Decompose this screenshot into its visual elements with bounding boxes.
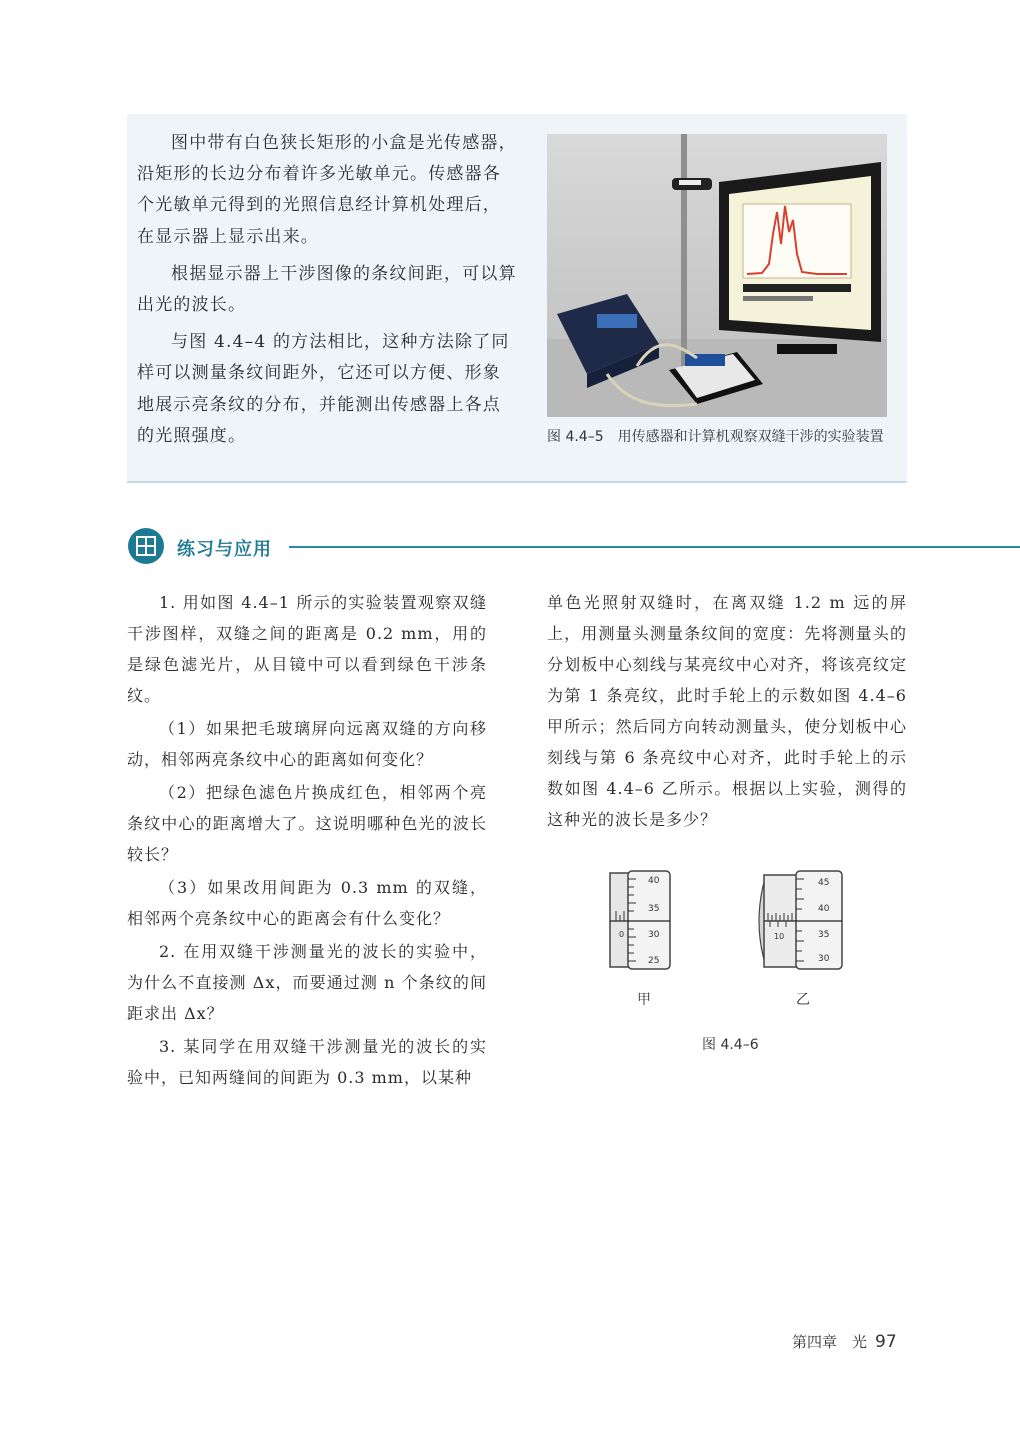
gauge-b-label: 乙: [796, 992, 810, 1008]
intro-paragraph: 根据显示器上干涉图像的条纹间距，可以算出光的波长。: [137, 263, 517, 316]
exercise-paragraph: （2）把绿色滤色片换成红色，相邻两个亮条纹中心的距离增大了。这说明哪种色光的波长较长？: [127, 783, 487, 864]
exercise-paragraph: 2. 在用双缝干涉测量光的波长的实验中，为什么不直接测 Δx，而要通过测 n 个条纹的间距求出 Δx？: [127, 942, 487, 1023]
exercise-paragraph: 3. 某同学在用双缝干涉测量光的波长的实验中，已知两缝间的间距为 0.3 mm，以某种: [127, 1037, 487, 1087]
section-rule: [289, 546, 1020, 548]
thimble-label: 35: [648, 904, 660, 914]
thimble-label: 40: [818, 904, 830, 914]
practice-section-icon: [127, 526, 165, 566]
chapter-label: 第四章 光: [792, 1333, 868, 1351]
thimble-label: 40: [648, 876, 660, 886]
exercise-paragraph: 1. 用如图 4.4–1 所示的实验装置观察双缝干涉图样，双缝之间的距离是 0.2 mm，用的是绿色滤光片，从目镜中可以看到绿色干涉条纹。: [127, 593, 487, 705]
gauge-a-label: 甲: [637, 992, 651, 1008]
thimble-label: 30: [818, 954, 830, 964]
exercises-left-column: [127, 587, 487, 1095]
micrometer-gauge-a: [608, 867, 676, 971]
micrometer-gauge-b: [748, 867, 846, 971]
figure-title: 图 4.4–6: [702, 1037, 759, 1053]
exercises-right-column: [547, 587, 907, 837]
thimble-label: 35: [818, 930, 830, 940]
thimble-label: 25: [648, 956, 660, 966]
section-header: [127, 526, 1020, 570]
figure-caption: 图 4.4–5 用传感器和计算机观察双缝干涉的实验装置: [547, 429, 884, 445]
page-number: 97: [875, 1332, 897, 1352]
exercise-paragraph: （3）如果改用间距为 0.3 mm 的双缝，相邻两个亮条纹中心的距离会有什么变化？: [127, 878, 487, 928]
intro-divider: [127, 481, 907, 483]
experiment-photo-drawing: [547, 134, 887, 417]
main-scale-label: 10: [774, 932, 785, 941]
experiment-photo: [547, 134, 887, 417]
intro-paragraph: 图中带有白色狭长矩形的小盒是光传感器，沿矩形的长边分布着许多光敏单元。传感器各个光敏单元得到的光照信息经计算机处理后，在显示器上显示出来。: [137, 133, 517, 247]
page-footer: [792, 1331, 897, 1352]
intro-paragraph: 与图 4.4–4 的方法相比，这种方法除了同样可以测量条纹间距外，它还可以方便、形象地展示亮条纹的分布，并能测出传感器上各点的光照强度。: [137, 332, 510, 446]
exercise-paragraph: （1）如果把毛玻璃屏向远离双缝的方向移动，相邻两亮条纹中心的距离如何变化？: [127, 719, 487, 769]
exercise-paragraph: 单色光照射双缝时，在离双缝 1.2 m 远的屏上，用测量头测量条纹间的宽度：先将测量头的分划板中心刻线与某亮纹中心对齐，将该亮纹定为第 1 条亮纹，此时手轮上的示数如图 4.4–6 甲所示；然后同方向转动测量头，使分划板中心刻线与第 6 条亮纹中心对齐，此时手轮上的示数如图 4.4–6 乙所示。根据以上实验，测得的这种光的波长是多少？: [547, 593, 907, 829]
intro-text: [137, 128, 517, 458]
thimble-label: 45: [818, 878, 830, 888]
thimble-label: 30: [648, 930, 660, 940]
main-scale-label: 0: [619, 930, 625, 939]
section-title: 练习与应用: [177, 539, 272, 560]
